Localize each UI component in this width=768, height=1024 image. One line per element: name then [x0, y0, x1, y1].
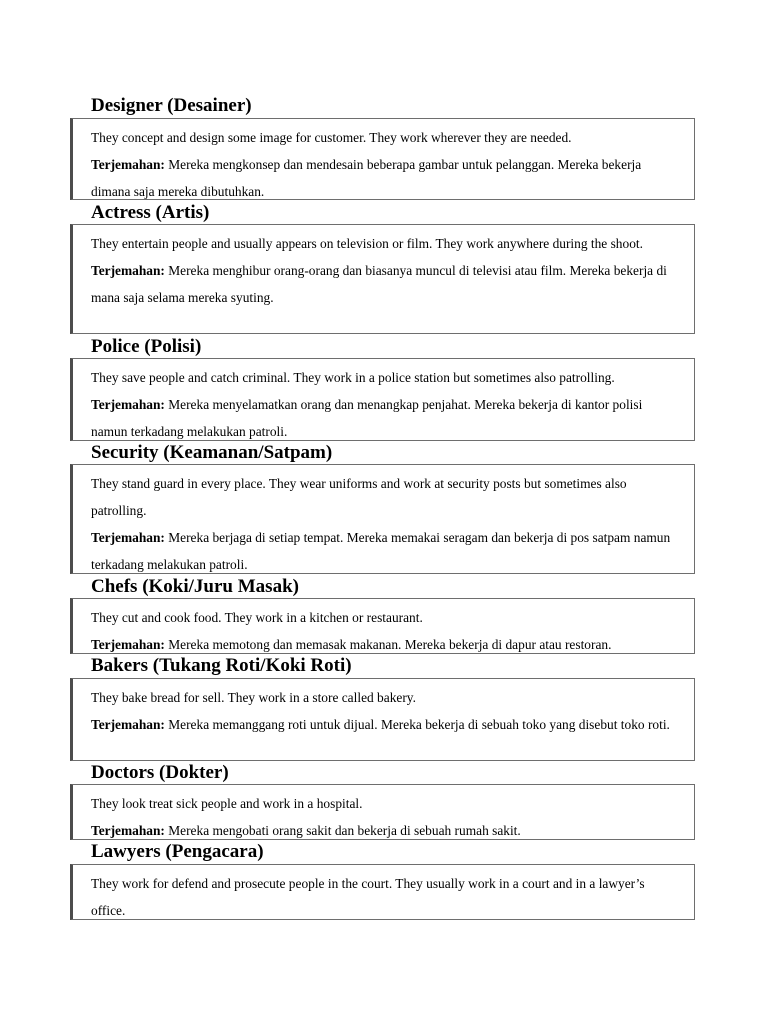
- translation-body: Mereka memotong dan memasak makanan. Mereka bekerja di dapur atau restoran.: [168, 637, 612, 652]
- entry-title: Lawyers (Pengacara): [91, 841, 264, 862]
- translation-text: [91, 257, 682, 311]
- translation-label: Terjemahan:: [91, 157, 165, 172]
- entry-title: Police (Polisi): [91, 336, 202, 357]
- translation-text: [91, 631, 682, 658]
- entry-description-box: [70, 598, 695, 654]
- entry-title: Actress (Artis): [91, 202, 210, 223]
- entry-title: Designer (Desainer): [91, 95, 252, 116]
- entry-title: Bakers (Tukang Roti/Koki Roti): [91, 655, 352, 676]
- english-text: They look treat sick people and work in a hospital.: [91, 796, 363, 811]
- english-text: They save people and catch criminal. They work in a police station but sometimes also patrolling.: [91, 370, 615, 385]
- entry-title: Doctors (Dokter): [91, 762, 229, 783]
- entry-title: Chefs (Koki/Juru Masak): [91, 576, 299, 597]
- english-text: They entertain people and usually appears on television or film. They work anywhere during the shoot.: [91, 236, 643, 251]
- translation-body: Mereka menghibur orang-orang dan biasanya muncul di televisi atau film. Mereka bekerja di mana saja selama mereka syuting.: [91, 263, 667, 305]
- translation-label: Terjemahan:: [91, 823, 165, 838]
- entry-description-box: [70, 118, 695, 200]
- translation-body: Mereka memanggang roti untuk dijual. Mereka bekerja di sebuah toko yang disebut toko roti.: [168, 717, 670, 732]
- translation-label: Terjemahan:: [91, 637, 165, 652]
- entry-title: Security (Keamanan/Satpam): [91, 442, 333, 463]
- translation-text: [91, 524, 682, 578]
- translation-label: Terjemahan:: [91, 263, 165, 278]
- english-text: They work for defend and prosecute people in the court. They usually work in a court and in a lawyer’s office.: [91, 876, 645, 918]
- translation-label: Terjemahan:: [91, 530, 165, 545]
- translation-body: Mereka mengobati orang sakit dan bekerja di sebuah rumah sakit.: [168, 823, 521, 838]
- translation-text: [91, 151, 682, 205]
- translation-body: Mereka berjaga di setiap tempat. Mereka memakai seragam dan bekerja di pos satpam namun terkadang melakukan patroli.: [91, 530, 671, 572]
- entry-description-box: [70, 224, 695, 334]
- translation-text: [91, 817, 682, 844]
- translation-label: Terjemahan:: [91, 397, 165, 412]
- entry-description-box: [70, 358, 695, 441]
- entry-description-box: [70, 784, 695, 840]
- translation-text: [91, 391, 682, 445]
- translation-text: [91, 711, 682, 738]
- english-text: They cut and cook food. They work in a kitchen or restaurant.: [91, 610, 423, 625]
- entry-description-box: [70, 864, 695, 920]
- translation-body: Mereka mengkonsep dan mendesain beberapa gambar untuk pelanggan. Mereka bekerja dimana saja mereka dibutuhkan.: [91, 157, 642, 199]
- english-text: They concept and design some image for customer. They work wherever they are needed.: [91, 130, 572, 145]
- entry-description-box: [70, 678, 695, 761]
- translation-body: Mereka menyelamatkan orang dan menangkap penjahat. Mereka bekerja di kantor polisi namun terkadang melakukan patroli.: [91, 397, 643, 439]
- entry-description-box: [70, 464, 695, 574]
- english-text: They stand guard in every place. They wear uniforms and work at security posts but sometimes also patrolling.: [91, 476, 627, 518]
- translation-label: Terjemahan:: [91, 717, 165, 732]
- english-text: They bake bread for sell. They work in a store called bakery.: [91, 690, 416, 705]
